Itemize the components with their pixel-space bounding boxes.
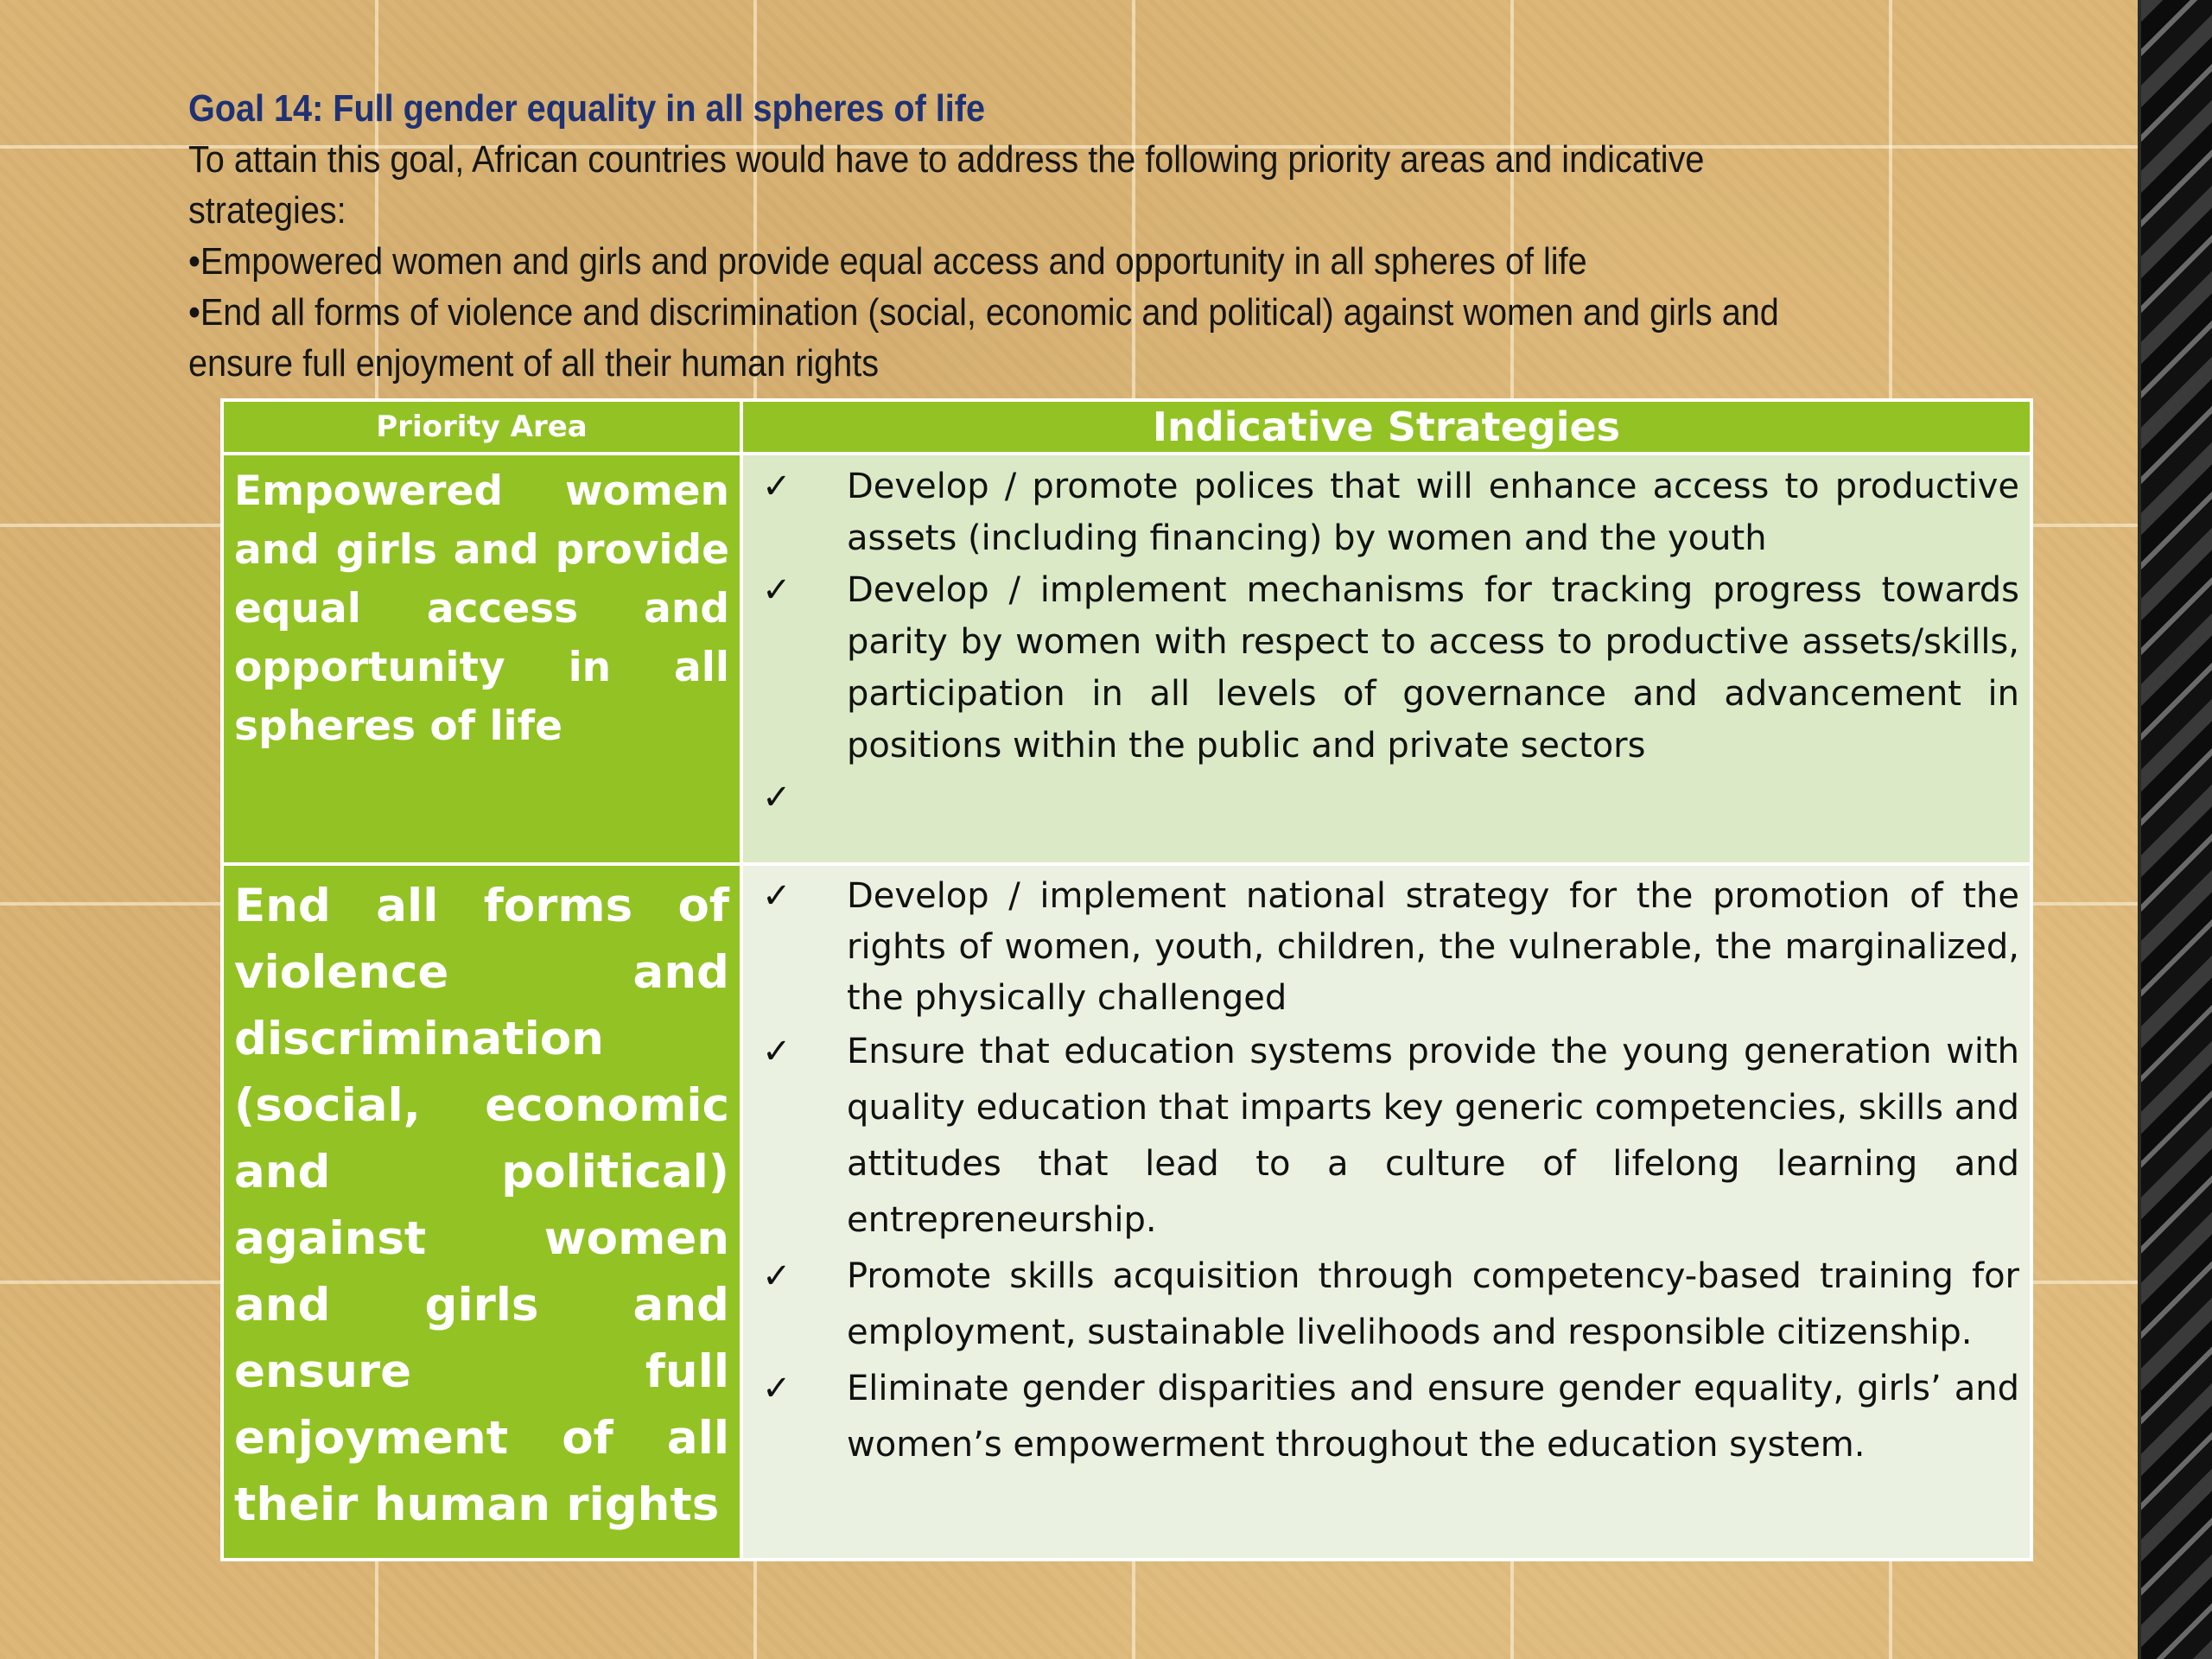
priority-area-cell: End all forms of violence and discrimination (social, economic and political) against women and girls and ensure full enjoyment of all their human rights xyxy=(222,864,741,1560)
intro-bullet-1: •Empowered women and girls and provide equal access and opportunity in all spheres of life xyxy=(188,240,1587,283)
strategy-table xyxy=(220,398,2033,1561)
header-priority-area: Priority Area xyxy=(222,400,741,454)
strategies-cell xyxy=(741,864,2031,1560)
strategy-item xyxy=(753,564,2019,772)
priority-area-cell: Empowered women and girls and provide equal access and opportunity in all spheres of life xyxy=(222,454,741,864)
strategy-item xyxy=(753,1024,2019,1249)
header-indicative-strategies: Indicative Strategies xyxy=(741,400,2031,454)
strategy-list xyxy=(743,455,2030,823)
checkmark-icon: ✓ xyxy=(762,467,791,506)
strategy-text: Eliminate gender disparities and ensure gender equality, girls’ and women’s empowerment throughout the education system. xyxy=(847,1369,2019,1465)
strategy-item xyxy=(753,1249,2019,1361)
goal-title: Goal 14: Full gender equality in all spheres of life xyxy=(188,87,986,130)
intro-block xyxy=(188,83,1837,389)
strategies-cell xyxy=(741,454,2031,864)
intro-text: To attain this goal, African countries would have to address the following priority areas and indicative strategies: xyxy=(188,138,1705,232)
strategy-text: Develop / implement national strategy for the promotion of the rights of women, youth, children, the vulnerable, the marginalized, the physically challenged xyxy=(847,876,2019,1018)
strategy-text: Develop / promote polices that will enhance access to productive assets (including financing) by women and the youth xyxy=(847,467,2019,558)
table-header-row xyxy=(222,400,2031,454)
decorative-edge-bar xyxy=(2141,0,2212,1659)
table-row xyxy=(222,864,2031,1560)
strategy-text: Develop / implement mechanisms for tracking progress towards parity by women with respect to access to productive assets/skills, participation in all levels of governance and advancement in positions within the public and private sectors xyxy=(847,570,2019,766)
checkmark-icon: ✓ xyxy=(762,1256,791,1296)
checkmark-icon: ✓ xyxy=(762,778,791,817)
checkmark-icon: ✓ xyxy=(762,570,791,610)
strategy-item xyxy=(753,772,2019,823)
checkmark-icon: ✓ xyxy=(762,876,791,916)
strategy-list xyxy=(743,866,2030,1473)
checkmark-icon: ✓ xyxy=(762,1369,791,1408)
checkmark-icon: ✓ xyxy=(762,1032,791,1071)
strategy-item xyxy=(753,871,2019,1024)
intro-bullet-2: •End all forms of violence and discrimination (social, economic and political) against women and girls and ensure full enjoyment of all their human rights xyxy=(188,291,1779,385)
strategy-item xyxy=(753,1361,2019,1473)
strategy-text: Promote skills acquisition through competency-based training for employment, sustainable livelihoods and responsible citizenship. xyxy=(847,1256,2019,1352)
strategy-item xyxy=(753,461,2019,564)
strategy-text: Ensure that education systems provide the young generation with quality education that imparts key generic competencies, skills and attitudes that lead to a culture of lifelong learning and entrepreneurship. xyxy=(847,1032,2019,1240)
table-row xyxy=(222,454,2031,864)
